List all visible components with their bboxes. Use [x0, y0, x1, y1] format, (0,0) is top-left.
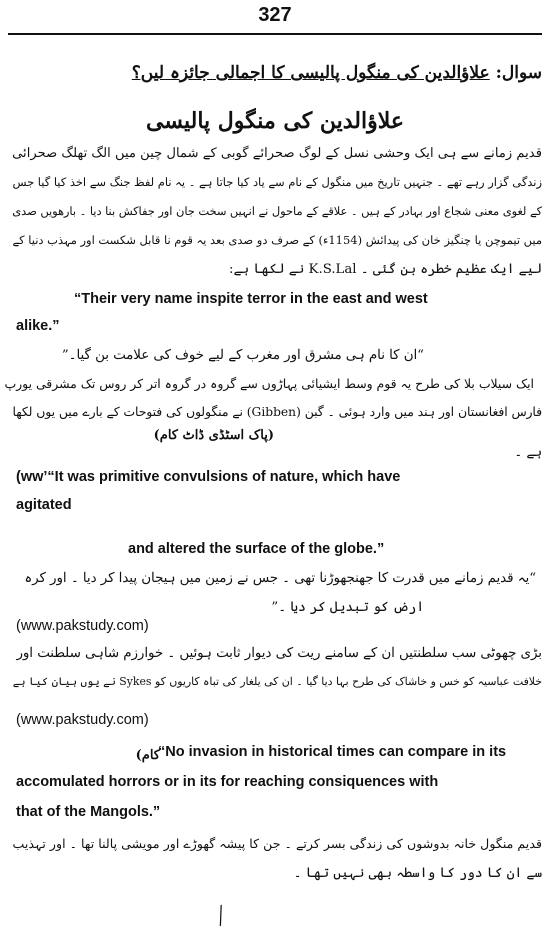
quote2-en-line2: agitated	[16, 497, 72, 513]
quote3-en-line2: accomulated horrors or in its for reaching consiquences with	[16, 774, 439, 790]
para2-line1: ایک سیلاب بلا کی طرح یہ قوم وسط ایشیائی پہاڑوں سے گروہ در گروہ اتر کر روس تک مشرقی یورپ	[4, 376, 534, 391]
para1-line4: میں تیموچن یا چنگیز خان کی پیدائش (1154ء) کے صرف دو صدی بعد یہ قوم نا قابل شکست اور مہذب دنیا کے	[12, 233, 542, 247]
page-number: 327	[258, 4, 292, 26]
para3-line1: بڑی چھوٹی سب سلطنتیں ان کے سامنے ریت کی دیوار ثابت ہوئیں ۔ خوارزم شاہی سلطنت اور	[16, 646, 542, 661]
quote2-ur-line2: ارض کو تبدیل کر دیا ۔”	[271, 600, 424, 615]
watermark-pakstudy-urdu: (پاک اسٹڈی ڈاٹ کام)	[153, 428, 274, 443]
quote1-en-line1: “Their very name inspite terror in the east and west	[74, 291, 428, 307]
para4-line1: قدیم منگول خانہ بدوشوں کی زندگی بسر کرتے ۔ جن کا پیشہ گھوڑے اور مویشی پالنا تھا ۔ اور تہذیب	[12, 836, 542, 851]
para3-line2: خلافت عباسیہ کو خس و خاشاک کی طرح بہا دیا گیا ۔ ان کی یلغار کی تباہ کاریوں کو Sykes نے یوں بیان کیا ہے	[12, 675, 542, 688]
quote2-en-line3: and altered the surface of the globe.”	[128, 541, 385, 557]
para2-line2: فارس افغانستان اور ہند میں وارد ہوئی ۔ گبن (Gibben) نے منگولوں کی فتوحات کے بارے میں یوں لکھا	[12, 405, 542, 419]
para1-line1: قدیم زمانے سے ہی ایک وحشی نسل کے لوگ صحرائے گوبی کے شمال چین میں الگ تھلگ صحرائی	[12, 146, 542, 161]
watermark-fragment: کام)	[135, 748, 160, 763]
section-heading: علاؤالدین کی منگول پالیسی	[146, 108, 404, 134]
para4-line2: سے ان کا دور کا واسطہ بھی نہیں تھا ۔	[293, 866, 542, 881]
quote2-en-line1: (ww’“It was primitive convulsions of nature, which have	[16, 469, 401, 485]
quote3-en-line1: “No invasion in historical times can compare in its	[158, 744, 507, 760]
url-pakstudy-2: (www.pakstudy.com)	[16, 712, 149, 728]
header-rule	[8, 33, 542, 35]
quote1-en-line2: alike.”	[16, 318, 60, 334]
para1-line5: لیے ایک عظیم خطرہ بن گئی ۔ K.S.Lal نے لکھا ہے:	[229, 262, 542, 277]
para1-line3: کے لغوی معنی شجاع اور بہادر کے ہیں ۔ علاقے کے ماحول نے انہیں سخت جان اور جفاکش بنا دیا ۔ بارھویں صدی	[12, 204, 542, 218]
question-label: سوال:	[495, 63, 542, 83]
question	[132, 62, 542, 83]
quote2-ur-line1: “یہ قدیم زمانے میں قدرت کا جھنجھوڑنا تھی ۔ جس نے زمین میں ہیجان پیدا کر دیا ۔ اور کرہ	[24, 571, 536, 586]
para2-line3: ہے ۔	[514, 445, 542, 460]
question-text: علاؤالدین کی منگول پالیسی کا اجمالی جائزہ لیں؟	[131, 63, 490, 83]
quote1-ur: “ان کا نام ہی مشرق اور مغرب کے لیے خوف کی علامت بن گیا۔”	[61, 348, 424, 363]
para1-line2: زندگی گزار رہے تھے ۔ جنہیں تاریخ میں منگول کے نام سے یاد کیا جاتا ہے ۔ یہ نام لفظ جنگ سے اخذ کیا گیا جس	[12, 175, 542, 189]
ink-mark: ╱	[212, 904, 230, 927]
url-pakstudy-1: (www.pakstudy.com)	[16, 618, 149, 634]
quote3-en-line3: that of the Mangols.”	[16, 804, 161, 820]
